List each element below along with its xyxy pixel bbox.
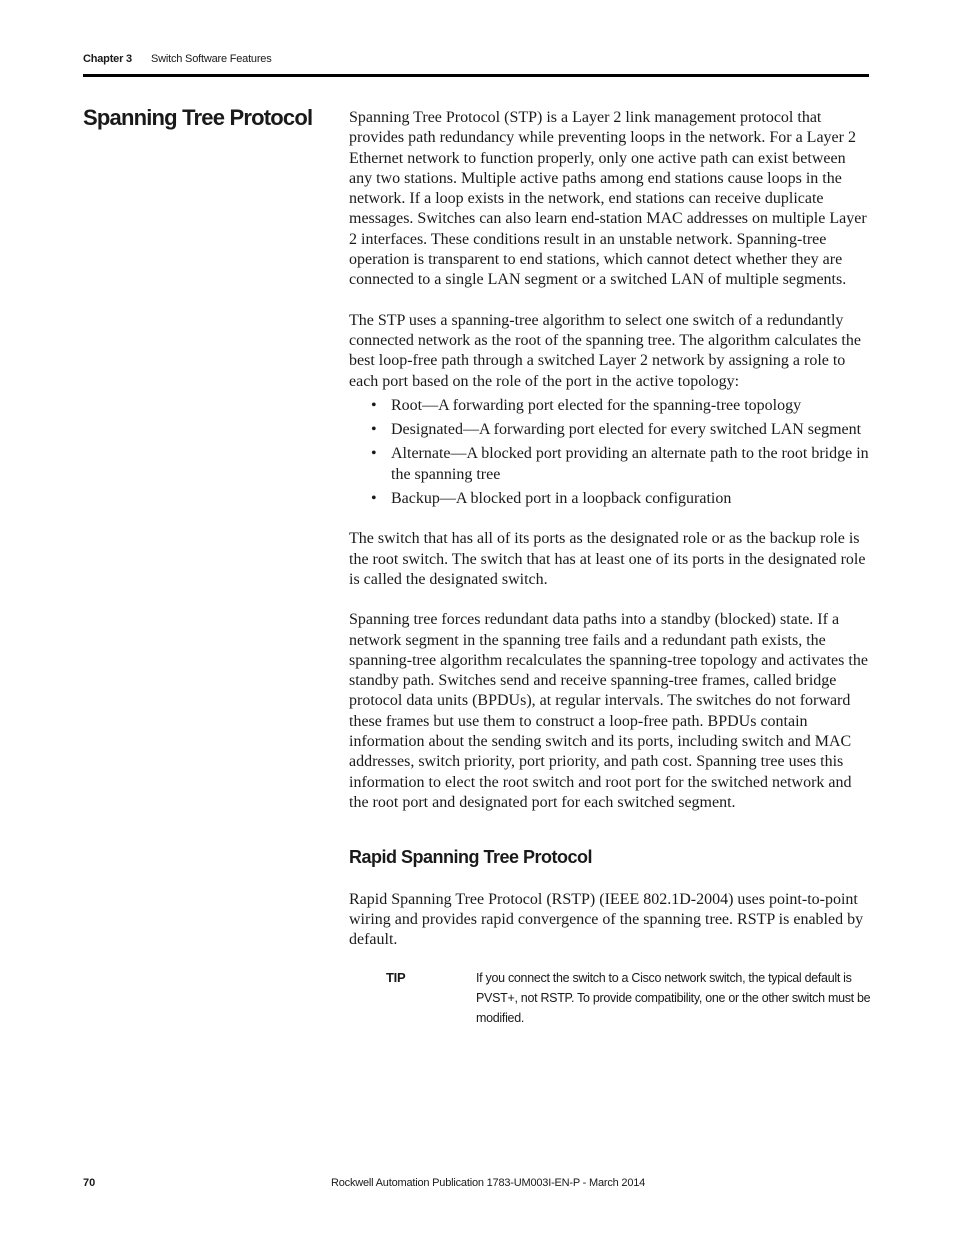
list-item-text: Backup—A blocked port in a loopback configuration <box>391 490 732 508</box>
main-content <box>349 108 869 1028</box>
paragraph-algorithm: The STP uses a spanning-tree algorithm to select one switch of a redundantly connected network as the root of the spanning tree. The algorithm calculates the best loop-free path through a switched Layer 2 network by assigning a role to each port based on the role of the port in the active topology: <box>349 311 861 390</box>
paragraph-root-switch: The switch that has all of its ports as the designated role or as the backup role is the root switch. The switch that has at least one of its ports in the designated role is called the designated switch. <box>349 530 866 588</box>
bullet-icon: • <box>371 421 377 439</box>
bullet-icon: • <box>371 490 377 508</box>
page-number: 70 <box>83 1177 96 1189</box>
section-title: Spanning Tree Protocol <box>83 105 313 130</box>
tip-label: TIP <box>386 970 406 986</box>
publication-info: Rockwell Automation Publication 1783-UM003I-EN-P - March 2014 <box>331 1177 646 1189</box>
chapter-title: Switch Software Features <box>151 53 272 65</box>
paragraph-redundancy: Spanning tree forces redundant data paths into a standby (blocked) state. If a network segment in the spanning tree fails and a redundant path exists, the spanning-tree algorithm recalculates the spanning-tree topology and activates the standby path. Switches send and receive spanning-tree frames, called bridge protocol data units (BPDUs), at regular intervals. The switches do not forward these frames but use them to construct a loop-free path. BPDUs contain information about the sending switch and its ports, including switch and MAC addresses, switch priority, port priority, and path cost. Spanning tree uses this information to elect the root switch and root port for the switched network and the root port and designated port for each switched segment. <box>349 611 868 811</box>
list-item-text: Designated—A forwarding port elected for every switched LAN segment <box>391 421 862 439</box>
header-divider <box>83 74 869 77</box>
tip-box <box>349 968 869 1028</box>
paragraph-rstp: Rapid Spanning Tree Protocol (RSTP) (IEEE 802.1D-2004) uses point-to-point wiring and provides rapid convergence of the spanning tree. RSTP is enabled by default. <box>349 890 864 949</box>
list-item <box>371 444 869 485</box>
list-item <box>371 489 869 509</box>
list-item-text: Root—A forwarding port elected for the spanning-tree topology <box>391 396 802 414</box>
paragraph-intro: Spanning Tree Protocol (STP) is a Layer 2 link management protocol that provides path redundancy while preventing loops in the network. For a Layer 2 Ethernet network to function properly, only one active path can exist between any two stations. Multiple active paths among end stations cause loops in the network. If a loop exists in the network, end stations can receive duplicate messages. Switches can also learn end-station MAC addresses on multiple Layer 2 interfaces. These conditions result in an unstable network. Spanning-tree operation is transparent to end stations, which cannot detect whether they are connected to a single LAN segment or a switched LAN of multiple segments. <box>349 109 867 289</box>
bullet-icon: • <box>371 445 377 463</box>
list-item-text: Alternate—A blocked port providing an alternate path to the root bridge in the spanning tree <box>391 445 869 483</box>
subsection-title: Rapid Spanning Tree Protocol <box>349 847 593 868</box>
port-role-list <box>349 396 869 509</box>
list-item <box>371 420 869 440</box>
tip-text: If you connect the switch to a Cisco network switch, the typical default is PVST+, not RSTP. To provide compatibility, one or the other switch must be modified. <box>476 971 871 1026</box>
chapter-label: Chapter 3 <box>83 53 132 65</box>
bullet-icon: • <box>371 396 377 414</box>
page-header <box>83 53 868 75</box>
list-item <box>371 396 869 416</box>
